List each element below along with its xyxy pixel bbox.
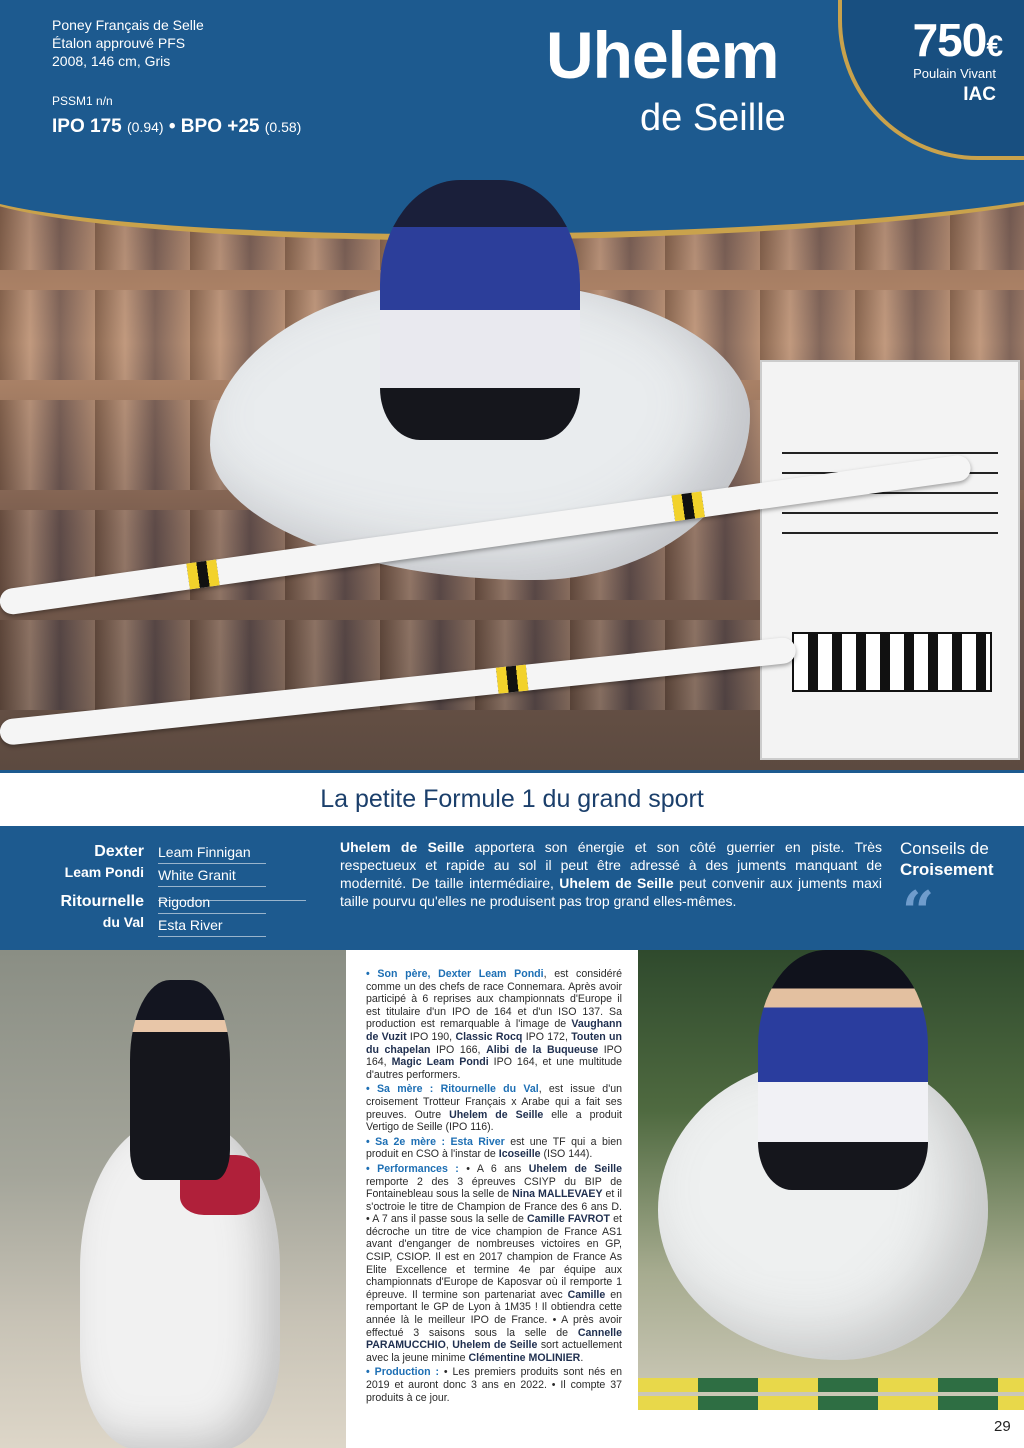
page-number: 29 <box>994 1418 1011 1435</box>
index-line <box>52 116 301 138</box>
slogan-text: La petite Formule 1 du grand sport <box>320 785 704 813</box>
jump-rail <box>638 1378 1024 1392</box>
paragraph-performances: • Performances : • A 6 ans Uhelem de Seille remporte 2 des 3 épreuves CSIYP du BIP de Fontainebleau sous la selle de Nina MALLEVAEY et il s'octroie le titre de Champion de France des 6 ans D. • A 7 ans il passe sous la selle de Camille FAVROT et décroche un titre de vice champion de France AS1 avant d'enganger de nombreuses victoires en GP, CSIP, CSIOP. Il est en 2017 champion de France As Elite Excellence et termine 4e par équipe aux championnats d'Europe de Kaposvar où il remporte 1 épreuve. Il termine son partenariat avec Camille en remportant le GP de Lyon à 1M35 ! Il obtiendra cette année là le meilleur IPO de France. • A près avoir effectué 3 saisons sous la selle de Cannelle PARAMUCCHIO, Uhelem de Seille sort actuellement avec la jeune minime Clémentine MOLINIER. <box>366 1162 622 1364</box>
photo-horse-jumping <box>638 950 1024 1410</box>
horse-name-suffix: de Seille <box>640 97 786 139</box>
paragraph-production: • Production : • Les premiers produits sont nés en 2019 et auront donc 3 ans en 2022. • Il compte 37 produits à ce jour. <box>366 1366 622 1404</box>
bpo-value: (0.58) <box>264 119 302 135</box>
slogan-bar <box>0 770 1024 826</box>
paragraph-sire: • Son père, Dexter Leam Pondi, est considéré comme un des chefs de race Connemara. Après avoir participé à 6 reprises aux championnats d'Europe il est titulaire d'un IPO de 164 et d'un ISO 137. Sa production est remarquable à l'image de Vaughann de Vuzit IPO 190, Classic Rocq IPO 172, Touten un du chapelan IPO 166, Alibi de la Buqueuse IPO 164, Magic Leam Pondi IPO 164, et une multitude d'autres performers. <box>366 968 623 1081</box>
ipo-label: IPO 175 <box>52 116 122 137</box>
breeding-description: Uhelem de Seille apportera son énergie et son côté guerrier en piste. Très respectueux et rapide au sol il peut être adressé à des juments manquant de modernité. De taille intermédiaire, Uhelem de Seille peut convenir aux juments maxi taille pourvu qu'elles ne produisent pas trop grand elles-mêmes. <box>340 839 882 909</box>
paragraph-second-dam: • Sa 2e mère : Esta River est une TF qui a bien produit en CSO à l'instar de Icoseille (ISO 144). <box>366 1135 622 1161</box>
hero-photo-show-jumping <box>0 160 1024 770</box>
horse-info <box>52 16 204 70</box>
sire-parents <box>158 842 266 888</box>
rider <box>380 180 580 440</box>
dam-sire: Rigodon <box>158 892 266 914</box>
dam-parents <box>158 892 266 938</box>
details-text: 2008, 146 cm, Gris <box>52 53 171 69</box>
rider <box>758 950 928 1190</box>
info-band <box>0 826 1024 950</box>
sire-dam: White Granit <box>158 865 266 887</box>
pedigree <box>40 842 270 940</box>
ipo-value: (0.94) <box>127 119 164 135</box>
jump-wing-music-panel <box>760 360 1020 760</box>
price-condition: Poulain Vivant <box>913 66 996 81</box>
photo-rider-walking <box>0 950 346 1448</box>
piano-keys-graphic <box>792 632 992 692</box>
bpo-label: BPO +25 <box>180 116 260 137</box>
pssm-text: PSSM1 n/n <box>52 94 113 108</box>
quote-icon: “ <box>902 879 935 945</box>
horse-name: Uhelem <box>546 18 779 92</box>
pedigree-sire <box>40 842 270 890</box>
approval-text: Étalon approuvé PFS <box>52 35 186 51</box>
price-method: IAC <box>963 84 996 105</box>
conseils-heading: Conseils de Croisement <box>900 839 994 879</box>
sire-sire: Leam Finnigan <box>158 842 266 864</box>
header-banner <box>0 0 1024 160</box>
dam-dam: Esta River <box>158 915 266 937</box>
rider <box>130 980 230 1180</box>
dam-name: Ritournelle du Val <box>60 893 144 930</box>
pedigree-dam <box>40 892 270 940</box>
jump-rail <box>638 1396 1024 1410</box>
breed-text: Poney Français de Selle <box>52 17 204 33</box>
price-amount: 750€ <box>912 14 1002 66</box>
index-separator: • <box>168 116 176 137</box>
paragraph-dam: • Sa mère : Ritournelle du Val, est issue d'un croisement Trotteur Français x Arabe qui a fait ses preuves. Outre Uhelem de Seille elle a produit Vertigo de Seille (IPO 116). <box>366 1083 622 1134</box>
price-badge <box>838 0 1024 160</box>
sire-name: Dexter Leam Pondi <box>64 843 144 880</box>
career-text-column <box>366 968 622 1406</box>
